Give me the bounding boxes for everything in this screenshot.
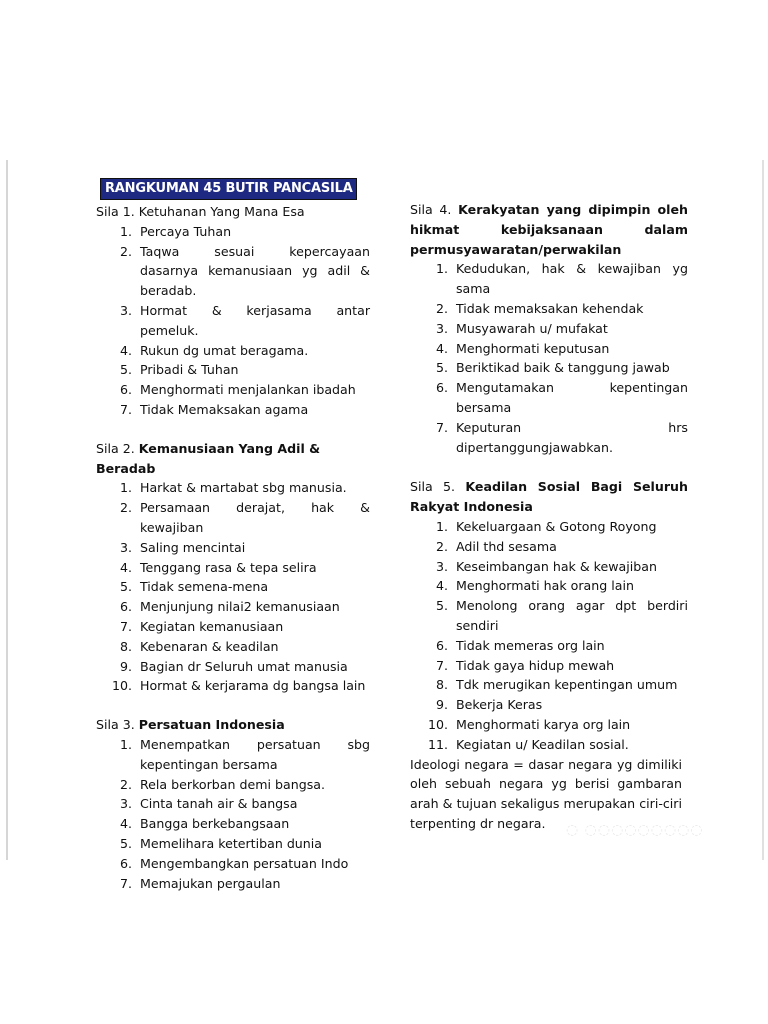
list-item	[410, 259, 688, 299]
sila2-title: Kemanusiaan Yang Adil & Beradab	[96, 440, 321, 476]
item-text: Menghormati menjalankan ibadah	[140, 382, 356, 398]
item-number: 4.	[435, 340, 448, 356]
item-number: 2.	[119, 500, 132, 516]
item-text: Tenggang rasa & tepa selira	[140, 559, 317, 575]
list-item	[410, 596, 688, 636]
item-number: 5.	[119, 835, 132, 851]
item-number: 3.	[435, 558, 448, 574]
item-text: Keputuran hrs dipertanggungjawabkan.	[456, 419, 688, 455]
item-number: 6.	[119, 382, 132, 398]
sila2-list	[96, 478, 370, 696]
item-text: Bagian dr Seluruh umat manusia	[140, 658, 348, 674]
item-text: Tidak semena-mena	[140, 579, 269, 595]
item-number: 11.	[427, 736, 448, 752]
item-number: 6.	[435, 380, 448, 396]
sila5-title: Keadilan Sosial Bagi Seluruh Rakyat Indonesia	[410, 479, 688, 515]
list-item	[96, 360, 370, 380]
item-number: 2.	[435, 538, 448, 554]
list-item	[410, 418, 688, 458]
item-text: Tidak memeras org lain	[456, 637, 605, 653]
list-item	[410, 358, 688, 378]
list-item	[96, 657, 370, 677]
item-text: Tidak gaya hidup mewah	[456, 657, 615, 673]
item-number: 10.	[427, 716, 448, 732]
list-item	[96, 617, 370, 637]
right-column	[410, 200, 688, 834]
item-number: 1.	[119, 223, 132, 239]
list-item	[410, 339, 688, 359]
item-text: Bekerja Keras	[456, 697, 543, 713]
item-text: Menolong orang agar dpt berdiri sendiri	[456, 598, 688, 633]
item-number: 2.	[119, 776, 132, 792]
list-item	[96, 814, 370, 834]
list-item	[410, 537, 688, 557]
item-number: 2.	[435, 300, 448, 316]
list-item	[96, 558, 370, 578]
item-text: Rela berkorban demi bangsa.	[140, 776, 325, 792]
sila1-prefix: Sila 1.	[96, 204, 135, 219]
item-number: 1.	[119, 736, 132, 752]
item-text: Rukun dg umat beragama.	[140, 342, 309, 358]
sila4-list	[410, 259, 688, 457]
item-text: Memelihara ketertiban dunia	[140, 835, 322, 851]
item-text: Mengutamakan kepentingan bersama	[456, 380, 688, 415]
ideologi-paragraph: Ideologi negara = dasar negara yg dimiliki oleh sebuah negara yg berisi gambaran arah & tujuan sekaligus merupakan ciri-ciri terpenting dr negara.	[410, 756, 682, 831]
list-item	[96, 538, 370, 558]
list-item	[410, 557, 688, 577]
item-text: Kegiatan u/ Keadilan sosial.	[456, 736, 629, 752]
item-number: 1.	[119, 480, 132, 496]
list-item	[96, 222, 370, 242]
item-text: Persamaan derajat, hak & kewajiban	[140, 500, 370, 535]
watermark: ◌ ◌◌◌◌◌◌◌◌◌	[566, 822, 704, 838]
item-number: 4.	[435, 578, 448, 594]
item-text: Saling mencintai	[140, 539, 246, 555]
sila3-heading	[96, 715, 370, 735]
item-text: Kedudukan, hak & kewajiban yg sama	[456, 261, 688, 297]
list-item	[410, 715, 688, 735]
list-item	[96, 577, 370, 597]
list-item	[96, 676, 370, 696]
scan-edge-left	[6, 160, 8, 860]
sila4-prefix: Sila 4.	[410, 202, 452, 217]
item-text: Menempatkan persatuan sbg kepentingan bersama	[140, 736, 370, 772]
item-number: 4.	[119, 342, 132, 358]
item-number: 3.	[119, 302, 132, 318]
document-title: RANGKUMAN 45 BUTIR PANCASILA	[100, 178, 357, 200]
item-text: Kebenaran & keadilan	[140, 638, 279, 654]
item-text: Tidak Memaksakan agama	[140, 401, 309, 417]
list-item	[410, 636, 688, 656]
item-number: 5.	[435, 360, 448, 376]
item-text: Bangga berkebangsaan	[140, 816, 290, 832]
sila5-prefix: Sila 5.	[410, 479, 456, 495]
list-item	[410, 517, 688, 537]
left-column	[96, 178, 370, 893]
list-item	[410, 576, 688, 596]
item-number: 4.	[119, 559, 132, 575]
item-number: 5.	[119, 362, 132, 378]
item-number: 7.	[435, 419, 448, 435]
list-item	[96, 478, 370, 498]
list-item	[96, 597, 370, 617]
item-number: 6.	[119, 599, 132, 615]
item-number: 3.	[119, 796, 132, 812]
list-item	[410, 695, 688, 715]
item-number: 3.	[435, 320, 448, 336]
item-number: 6.	[119, 855, 132, 871]
list-item	[96, 834, 370, 854]
list-item	[410, 735, 688, 755]
item-number: 7.	[119, 875, 132, 891]
sila5-heading	[410, 477, 688, 517]
item-number: 7.	[435, 657, 448, 673]
item-text: Hormat & kerjarama dg bangsa lain	[140, 678, 366, 694]
sila4-title: Kerakyatan yang dipimpin oleh hikmat kebijaksanaan dalam permusyawaratan/perwakilan	[410, 202, 688, 257]
item-number: 7.	[119, 401, 132, 417]
item-number: 5.	[119, 579, 132, 595]
item-text: Menghormati karya org lain	[456, 716, 631, 732]
list-item	[96, 380, 370, 400]
item-text: Memajukan pergaulan	[140, 875, 281, 891]
list-item	[96, 637, 370, 657]
sila2-prefix: Sila 2.	[96, 440, 135, 456]
item-text: Taqwa sesuai kepercayaan dasarnya kemanusiaan yg adil & beradab.	[140, 243, 370, 299]
item-text: Tidak memaksakan kehendak	[456, 300, 644, 316]
item-number: 6.	[435, 637, 448, 653]
item-number: 8.	[119, 638, 132, 654]
list-item	[410, 299, 688, 319]
item-text: Cinta tanah air & bangsa	[140, 796, 298, 812]
sila4-heading	[410, 200, 688, 259]
list-item	[96, 775, 370, 795]
item-number: 7.	[119, 618, 132, 634]
item-text: Kegiatan kemanusiaan	[140, 618, 284, 634]
item-text: Tdk merugikan kepentingan umum	[456, 677, 678, 693]
list-item	[96, 794, 370, 814]
list-item	[96, 341, 370, 361]
sila3-title: Persatuan Indonesia	[138, 717, 285, 733]
list-item	[96, 874, 370, 894]
item-text: Beriktikad baik & tanggung jawab	[456, 360, 670, 376]
list-item	[96, 242, 370, 301]
item-text: Keseimbangan hak & kewajiban	[456, 558, 657, 574]
item-text: Harkat & martabat sbg manusia.	[140, 480, 347, 496]
item-number: 3.	[119, 539, 132, 555]
item-number: 1.	[435, 518, 448, 534]
item-text: Menghormati hak orang lain	[456, 578, 634, 594]
sila3-list	[96, 735, 370, 893]
item-number: 9.	[119, 658, 132, 674]
list-item	[410, 378, 688, 418]
item-text: Kekeluargaan & Gotong Royong	[456, 518, 657, 534]
item-text: Musyawarah u/ mufakat	[456, 320, 608, 336]
item-text: Mengembangkan persatuan Indo	[140, 855, 349, 871]
list-item	[96, 498, 370, 538]
item-number: 10.	[111, 678, 132, 694]
item-number: 5.	[435, 598, 448, 614]
list-item	[410, 656, 688, 676]
sila1-title: Ketuhanan Yang Mana Esa	[138, 204, 305, 219]
list-item	[96, 400, 370, 420]
list-item	[96, 735, 370, 775]
item-number: 1.	[435, 261, 448, 277]
item-number: 2.	[119, 243, 132, 259]
sila5-list	[410, 517, 688, 755]
list-item	[96, 854, 370, 874]
item-number: 9.	[435, 697, 448, 713]
sila1-list	[96, 222, 370, 420]
item-text: Hormat & kerjasama antar pemeluk.	[140, 302, 370, 338]
item-text: Menjunjung nilai2 kemanusiaan	[140, 599, 340, 615]
list-item	[96, 301, 370, 341]
item-number: 4.	[119, 816, 132, 832]
sila1-heading	[96, 202, 370, 222]
item-text: Menghormati keputusan	[456, 340, 610, 356]
scan-edge-right	[762, 160, 764, 860]
list-item	[410, 319, 688, 339]
item-text: Adil thd sesama	[456, 538, 557, 554]
item-text: Percaya Tuhan	[140, 223, 232, 239]
item-number: 8.	[435, 677, 448, 693]
sila2-heading	[96, 439, 370, 479]
sila3-prefix: Sila 3.	[96, 717, 135, 733]
item-text: Pribadi & Tuhan	[140, 362, 239, 378]
list-item	[410, 675, 688, 695]
